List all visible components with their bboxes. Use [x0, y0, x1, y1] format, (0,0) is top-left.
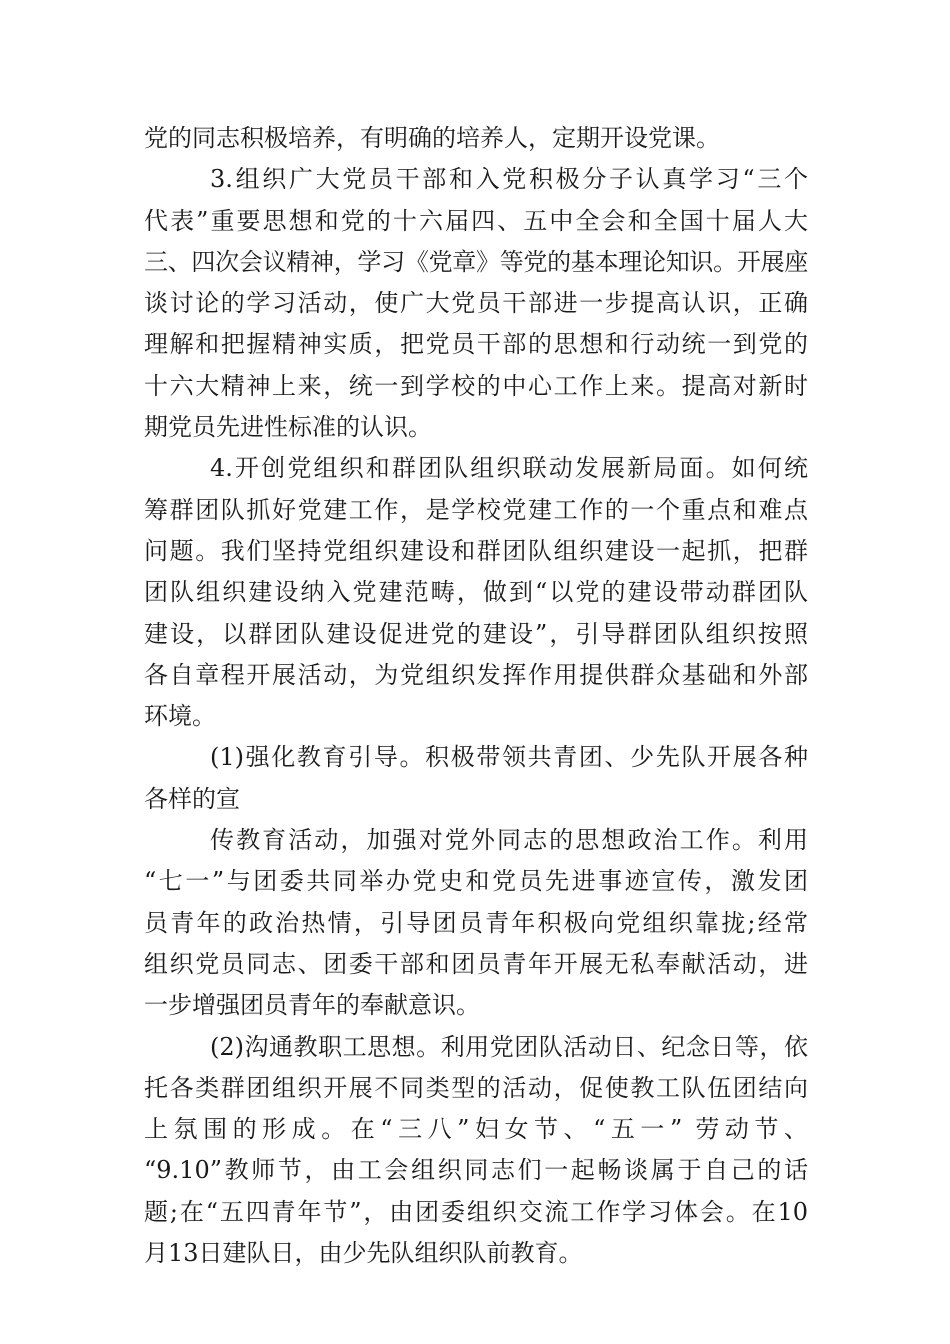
text-line-7: 十六大精神上来，统一到学校的中心工作上来。提高对新时	[144, 371, 808, 400]
text-line-22: 一步增强团员青年的奉献意识。	[144, 991, 480, 1020]
text-line-20: 员青年的政治热情，引导团员青年积极向党组织靠拢;经常	[144, 908, 808, 937]
text-line-4: 三、四次会议精神，学习《党章》等党的基本理论知识。开展座	[144, 247, 808, 276]
text-line-25: 上氛围的形成。在“三八”妇女节、“五一” 劳动节、	[144, 1115, 808, 1144]
text-line-28: 月13日建队日，由少先队组织队前教育。	[144, 1239, 583, 1268]
document-body	[144, 118, 808, 1274]
text-line-8: 期党员先进性标准的认识。	[144, 413, 432, 442]
text-line-26: “9.10”教师节，由工会组织同志们一起畅谈属于自己的话	[144, 1156, 808, 1185]
text-line-21: 组织党员同志、团委干部和团员青年开展无私奉献活动，进	[144, 949, 808, 978]
text-line-3: 代表”重要思想和党的十六届四、五中全会和全国十届人大	[144, 206, 808, 235]
text-line-18: 传教育活动，加强对党外同志的思想政治工作。利用	[210, 826, 808, 855]
text-line-24: 托各类群团组织开展不同类型的活动，促使教工队伍团结向	[144, 1073, 808, 1102]
text-line-2: 3.组织广大党员干部和入党积极分子认真学习“三个	[210, 165, 808, 194]
text-line-17: 各样的宣	[144, 784, 240, 813]
text-line-16: (1)强化教育引导。积极带领共青团、少先队开展各种	[210, 743, 808, 772]
text-line-13: 建设，以群团队建设促进党的建设”，引导群团队组织按照	[144, 619, 808, 648]
text-line-27: 题;在“五四青年节”，由团委组织交流工作学习体会。在10	[144, 1197, 808, 1226]
text-line-15: 环境。	[144, 702, 216, 731]
text-line-1: 党的同志积极培养，有明确的培养人，定期开设党课。	[144, 124, 720, 152]
text-line-9: 4.开创党组织和群团队组织联动发展新局面。如何统	[210, 454, 808, 483]
text-line-12: 团队组织建设纳入党建范畴，做到“以党的建设带动群团队	[144, 578, 808, 607]
text-line-14: 各自章程开展活动，为党组织发挥作用提供群众基础和外部	[144, 660, 808, 689]
text-line-6: 理解和把握精神实质，把党员干部的思想和行动统一到党的	[144, 330, 808, 359]
text-line-5: 谈讨论的学习活动，使广大党员干部进一步提高认识，正确	[144, 289, 808, 318]
text-line-10: 筹群团队抓好党建工作，是学校党建工作的一个重点和难点	[144, 495, 808, 524]
text-line-11: 问题。我们坚持党组织建设和群团队组织建设一起抓，把群	[144, 536, 808, 565]
text-line-19: “七一”与团委共同举办党史和党员先进事迹宣传，激发团	[144, 867, 808, 896]
text-line-23: (2)沟通教职工思想。利用党团队活动日、纪念日等，依	[210, 1032, 808, 1061]
